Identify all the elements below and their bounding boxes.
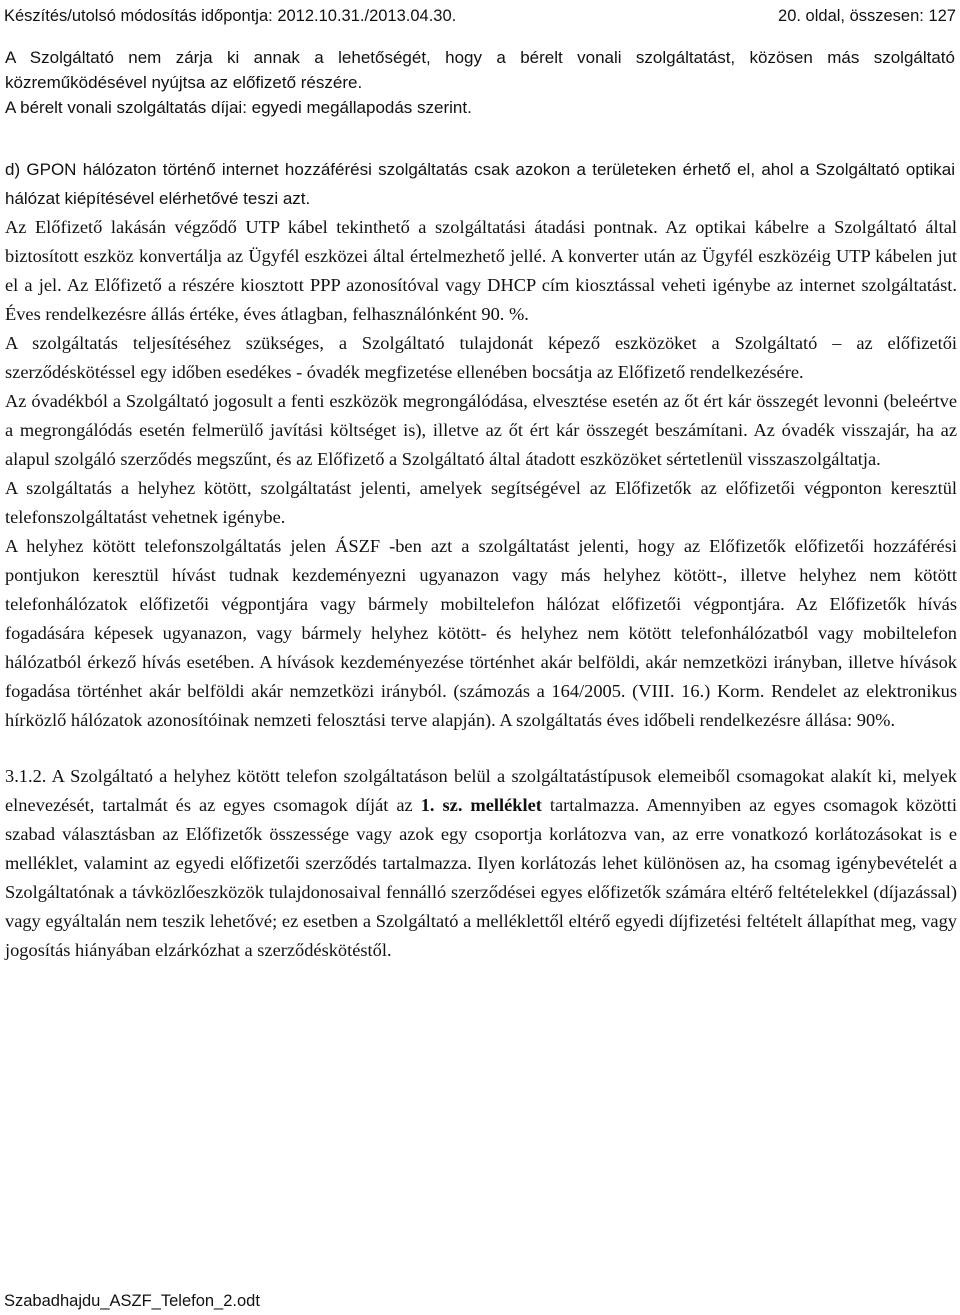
- page-number: 20. oldal, összesen: 127: [778, 7, 956, 25]
- page-header: [4, 4, 956, 28]
- annex-reference: 1. sz. melléklet: [420, 795, 542, 815]
- leased-line-fees: A bérelt vonali szolgáltatás díjai: egyedi megállapodás szerint.: [5, 98, 472, 117]
- gpon-lead: [5, 155, 955, 213]
- section-3-1-2: [5, 762, 957, 965]
- leased-line-paragraph: A Szolgáltató nem zárja ki annak a lehetőségét, hogy a bérelt vonali szolgáltatást, közösen más szolgáltató közreműködésével nyújtsa az előfizető részére.: [5, 48, 955, 92]
- gpon-lead-text: d) GPON hálózaton történő internet hozzáférési szolgáltatás csak azokon a területeken érhető el, ahol a Szolgáltató optikai hálózat kiépítésével elérhetővé teszi azt.: [5, 160, 955, 208]
- intro-section: [5, 45, 955, 120]
- gpon-details: Az Előfizető lakásán végződő UTP kábel tekinthető a szolgáltatási átadási pontnak. Az optikai kábelre a Szolgáltató által biztosított eszköz konvertálja az Ügyfél eszközei által értelmezhető jellé. A konverter után az Ügyfél eszközéig UTP kábelen jut el a jel. Az Előfizető a részére kiosztott PPP azonosítóval vagy DHCP cím kiosztással veheti igénybe az internet szolgáltatást. Éves rendelkezésre állás értéke, éves átlagban, felhasználónként 90. %.: [5, 217, 957, 324]
- deposit-paragraph: Az óvadékból a Szolgáltató jogosult a fenti eszközök megrongálódása, elvesztése esetén az őt ért kár összegét levonni (beleértve a megrongálódás esetén felmerülő javítási költséget is), illetve az őt ért kár összegét beszámítani. Az óvadék visszajár, ha az alapul szolgáló szerződés megszűnt, és az Előfizető a Szolgáltató által átadott eszközöket sértetlenül visszaszolgáltatja.: [5, 391, 957, 469]
- fixed-service-paragraph: A szolgáltatás a helyhez kötött, szolgáltatást jelenti, amelyek segítségével az Előfizetők az előfizetői végponton keresztül telefonszolgáltatást vehetnek igénybe.: [5, 478, 957, 527]
- section-3-1-2-start: 3.1.2. A Szolgáltató a helyhez kötött telefon szolgáltatáson belül a szolgáltatástípusok elemeiből csomagokat alakít ki, melyek elnevezését, tartalmát és az egyes csomagok díját az: [5, 766, 957, 815]
- main-body: [5, 213, 957, 965]
- modification-date: Készítés/utolsó módosítás időpontja: 2012.10.31./2013.04.30.: [4, 7, 457, 25]
- telephone-service-paragraph: A helyhez kötött telefonszolgáltatás jelen ÁSZF -ben azt a szolgáltatást jelenti, hogy az Előfizetők előfizetői hozzáférési pontjukon keresztül hívást tudnak kezdeményezni ugyanazon vagy más helyhez kötött-, illetve helyhez nem kötött telefonhálózatok előfizetői végpontjára vagy bármely mobiltelefon hálózat előfizetői végpontjára. Az Előfizetők hívás fogadására képesek ugyanazon, vagy bármely helyhez kötött- és helyhez nem kötött telefonhálózatból vagy mobiltelefon hálózatból érkező hívás esetében. A hívások kezdeményezése történhet akár belföldi, akár nemzetközi irányban, illetve hívások fogadása történhet akár belföldi akár nemzetközi irányból. (számozás a 164/2005. (VIII. 16.) Korm. Rendelet az elektronikus hírközlő hálózatok azonosítóinak nemzeti felosztási terve alapján). A szolgáltatás éves időbeli rendelkezésre állása: 90%.: [5, 536, 957, 730]
- page-footer: [4, 1290, 260, 1312]
- equipment-paragraph: A szolgáltatás teljesítéséhez szükséges, a Szolgáltató tulajdonát képező eszközöket a Szolgáltató – az előfizetői szerződéskötéssel egy időben esedékes - óvadék megfizetése ellenében bocsátja az Előfizető rendelkezésére.: [5, 333, 957, 382]
- file-name: Szabadhajdu_ASZF_Telefon_2.odt: [4, 1292, 260, 1310]
- section-3-1-2-end: tartalmazza. Amennyiben az egyes csomagok közötti szabad választásban az Előfizetők összessége vagy azok egy csoportja korlátozva van, az erre vonatkozó korlátozásokat is e melléklet, valamint az egyedi előfizetői szerződés tartalmazza. Ilyen korlátozás lehet különösen az, ha csomag igénybevételét a Szolgáltatónak a távközlőeszközök tulajdonosaival fennálló szerződései egyes előfizetők számára eltérő feltételekkel (díjazással) vagy egyáltalán nem teszik lehetővé; ez esetben a Szolgáltató a melléklettől eltérő egyedi díjfizetési feltételt állapíthat meg, vagy jogosítás hiányában elzárkózhat a szerződéskötéstől.: [5, 795, 957, 960]
